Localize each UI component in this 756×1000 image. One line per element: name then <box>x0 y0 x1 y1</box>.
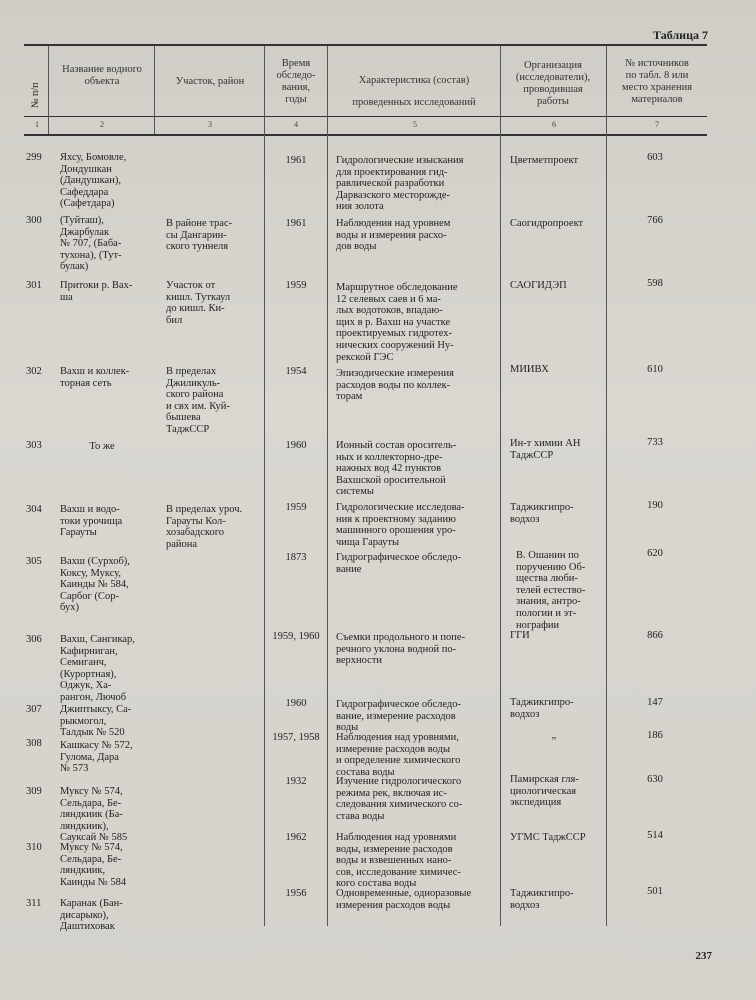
organization: В. Ошанин по поручению Об- щества люби- телей естество- знания, антро- пологии и эт- нографии <box>516 550 586 631</box>
organization: Ин-т химии АН ТаджССР <box>510 438 581 461</box>
organization: ГГИ <box>510 630 530 641</box>
research-description: Наблюдения над уровнем воды и измерения расхо- дов воды <box>336 218 451 253</box>
organization: САОГИДЭП <box>510 280 567 291</box>
header-col2: Название водного объекта <box>62 64 142 87</box>
water-body-name: Каранак (Бан- дисарыко), Даштиховак <box>60 898 123 933</box>
row-number: 305 <box>26 556 42 567</box>
area-district: В районе трас- сы Дангарин- ского туннеля <box>166 218 233 253</box>
vline <box>606 46 607 926</box>
row-number: 308 <box>26 738 42 749</box>
research-description: Ионный состав ороситель- ных и коллекторно-дре- нажных вод 42 пунктов Вахшской оросительной системы <box>336 440 457 498</box>
colnum: 3 <box>208 120 212 129</box>
row-number: 299 <box>26 152 42 163</box>
row-number: 302 <box>26 366 42 377</box>
source-number: 766 <box>647 215 663 226</box>
survey-year: 1959, 1960 <box>272 631 320 642</box>
colnum: 4 <box>294 120 298 129</box>
source-number: 620 <box>647 548 663 559</box>
survey-year: 1961 <box>285 218 307 229</box>
survey-year: 1962 <box>285 832 307 843</box>
organization: МИИВХ <box>510 364 549 375</box>
colnum: 2 <box>100 120 104 129</box>
source-number: 630 <box>647 774 663 785</box>
research-description: Гидрологические изыскания для проектирования гид- равлической разработки Дарвазского месторожде- ния золота <box>336 155 464 213</box>
vline <box>48 46 49 134</box>
vline <box>264 46 265 926</box>
research-description: Гидрографическое обследо- вание, измерение расходов воды <box>336 699 461 734</box>
vline <box>154 46 155 134</box>
survey-year: 1960 <box>285 440 307 451</box>
source-number: 598 <box>647 278 663 289</box>
water-body-name: То же <box>89 441 115 452</box>
water-body-name: Вахш и коллек- торная сеть <box>60 366 130 389</box>
row-number: 304 <box>26 504 42 515</box>
water-body-name: Муксу № 574, Сельдара, Бе- ляндкиик, Каинды № 584 <box>60 842 127 888</box>
research-description: Изучение гидрологического режима рек, включая ис- следования химического со- става воды <box>336 776 463 822</box>
header-col7: № источников по табл. 8 или место хранения материалов <box>621 58 693 105</box>
row-number: 307 <box>26 704 42 715</box>
header-col1: № п/п <box>30 82 41 108</box>
row-number: 303 <box>26 440 42 451</box>
source-number: 514 <box>647 830 663 841</box>
row-number: 306 <box>26 634 42 645</box>
organization: Таджикгипро- водхоз <box>510 888 574 911</box>
water-body-name: Вахш, Сангикар, Кафирниган, Семиганч, (Курортная), Оджук, Ха- рангон, Лючоб <box>60 634 135 703</box>
vline <box>500 46 501 926</box>
water-body-name: Яхсу, Бомовле, Дондушкан (Дандушкан), Сафеддара (Сафетдара) <box>60 152 127 210</box>
water-body-name: Кашкасу № 572, Гулома, Дара № 573 <box>60 740 133 775</box>
water-body-name: Муксу № 574, Сельдара, Бе- ляндкиик (Ба- ляндкиик), Сауксай № 585 <box>60 786 128 844</box>
colnum: 5 <box>413 120 417 129</box>
area-district: В пределах Джиликуль- ского района и свх им. Куй- бышева ТаджССР <box>166 366 230 435</box>
table-label: Таблица 7 <box>653 28 708 42</box>
header-col4: Время обследо- вания, годы <box>276 58 316 105</box>
source-number: 186 <box>647 730 663 741</box>
source-number: 866 <box>647 630 663 641</box>
research-description: Наблюдения над уровнями, измерение расходов воды и определение химического состава воды <box>336 732 461 778</box>
source-number: 610 <box>647 364 663 375</box>
water-body-name: Вахш и водо- токи урочища Гарауты <box>60 504 123 539</box>
research-description: Съемки продольного и попе- речного уклона водной по- верхности <box>336 632 466 667</box>
water-body-name: Джиптыксу, Са- рыкмогол, Талдык № 520 <box>60 704 132 739</box>
header-col6: Организация (исследователи), проводившая работы <box>515 60 591 107</box>
colnum: 1 <box>35 120 39 129</box>
research-description: Гидрографическое обследо- вание <box>336 552 461 575</box>
research-description: Эпизодические измерения расходов воды по коллек- торам <box>336 368 454 403</box>
row-number: 311 <box>26 898 42 909</box>
source-number: 501 <box>647 886 663 897</box>
colnum-rule <box>24 134 707 136</box>
organization: УГМС ТаджССР <box>510 832 586 843</box>
research-description: Наблюдения над уровнями воды, измерение расходов воды и взвешенных нано- сов, исследование химичес- кого состава воды <box>336 832 461 890</box>
row-number: 310 <box>26 842 42 853</box>
organization: Цветметпроект <box>510 155 579 166</box>
research-description: Гидрологические исследова- ния к проектному заданию машинного орошения уро- чища Гарауты <box>336 502 465 548</box>
organization: „ <box>551 730 557 741</box>
research-description: Маршрутное обследование 12 селевых саев и 6 ма- лых водотоков, впадаю- щих в р. Вахш на участке проектируемых гидротех- нических сооружений Ну- рекской ГЭС <box>336 282 458 363</box>
survey-year: 1932 <box>285 776 307 787</box>
row-number: 301 <box>26 280 42 291</box>
water-body-name: Вахш (Сурхоб), Коксу, Муксу, Каинды № 584, Сарбог (Сор- бух) <box>60 556 130 614</box>
source-number: 190 <box>647 500 663 511</box>
colnum: 7 <box>655 120 659 129</box>
source-number: 603 <box>647 152 663 163</box>
survey-year: 1961 <box>285 155 307 166</box>
header-col3: Участок, район <box>175 76 245 87</box>
source-number: 147 <box>647 697 663 708</box>
header-rule <box>24 116 707 117</box>
header-col5: Характеристика (состав) проведенных исследований <box>352 75 476 108</box>
water-body-name: (Туйташ), Джарбулак № 707, (Баба- тухона), (Тут- булак) <box>60 215 122 273</box>
row-number: 309 <box>26 786 42 797</box>
research-description: Одновременные, одноразовые измерения расходов воды <box>336 888 472 911</box>
organization: Саогидропроект <box>510 218 584 229</box>
area-district: Участок от кишл. Туткаул до кишл. Ки- бил <box>166 280 231 326</box>
organization: Таджикгипро- водхоз <box>510 502 574 525</box>
colnum: 6 <box>552 120 556 129</box>
survey-year: 1960 <box>285 698 307 709</box>
area-district: В пределах уроч. Гарауты Кол- хозабадского района <box>166 504 243 550</box>
vline <box>327 46 328 926</box>
survey-year: 1957, 1958 <box>272 732 320 743</box>
organization: Таджикгипро- водхоз <box>510 697 574 720</box>
water-body-name: Притоки р. Вах- ша <box>60 280 133 303</box>
survey-year: 1959 <box>285 280 307 291</box>
source-number: 733 <box>647 437 663 448</box>
top-rule <box>24 44 707 46</box>
survey-year: 1956 <box>285 888 307 899</box>
survey-year: 1873 <box>285 552 307 563</box>
survey-year: 1954 <box>285 366 307 377</box>
page-number: 237 <box>695 950 712 962</box>
survey-year: 1959 <box>285 502 307 513</box>
row-number: 300 <box>26 215 42 226</box>
organization: Памирская гля- циологическая экспедиция <box>510 774 579 809</box>
